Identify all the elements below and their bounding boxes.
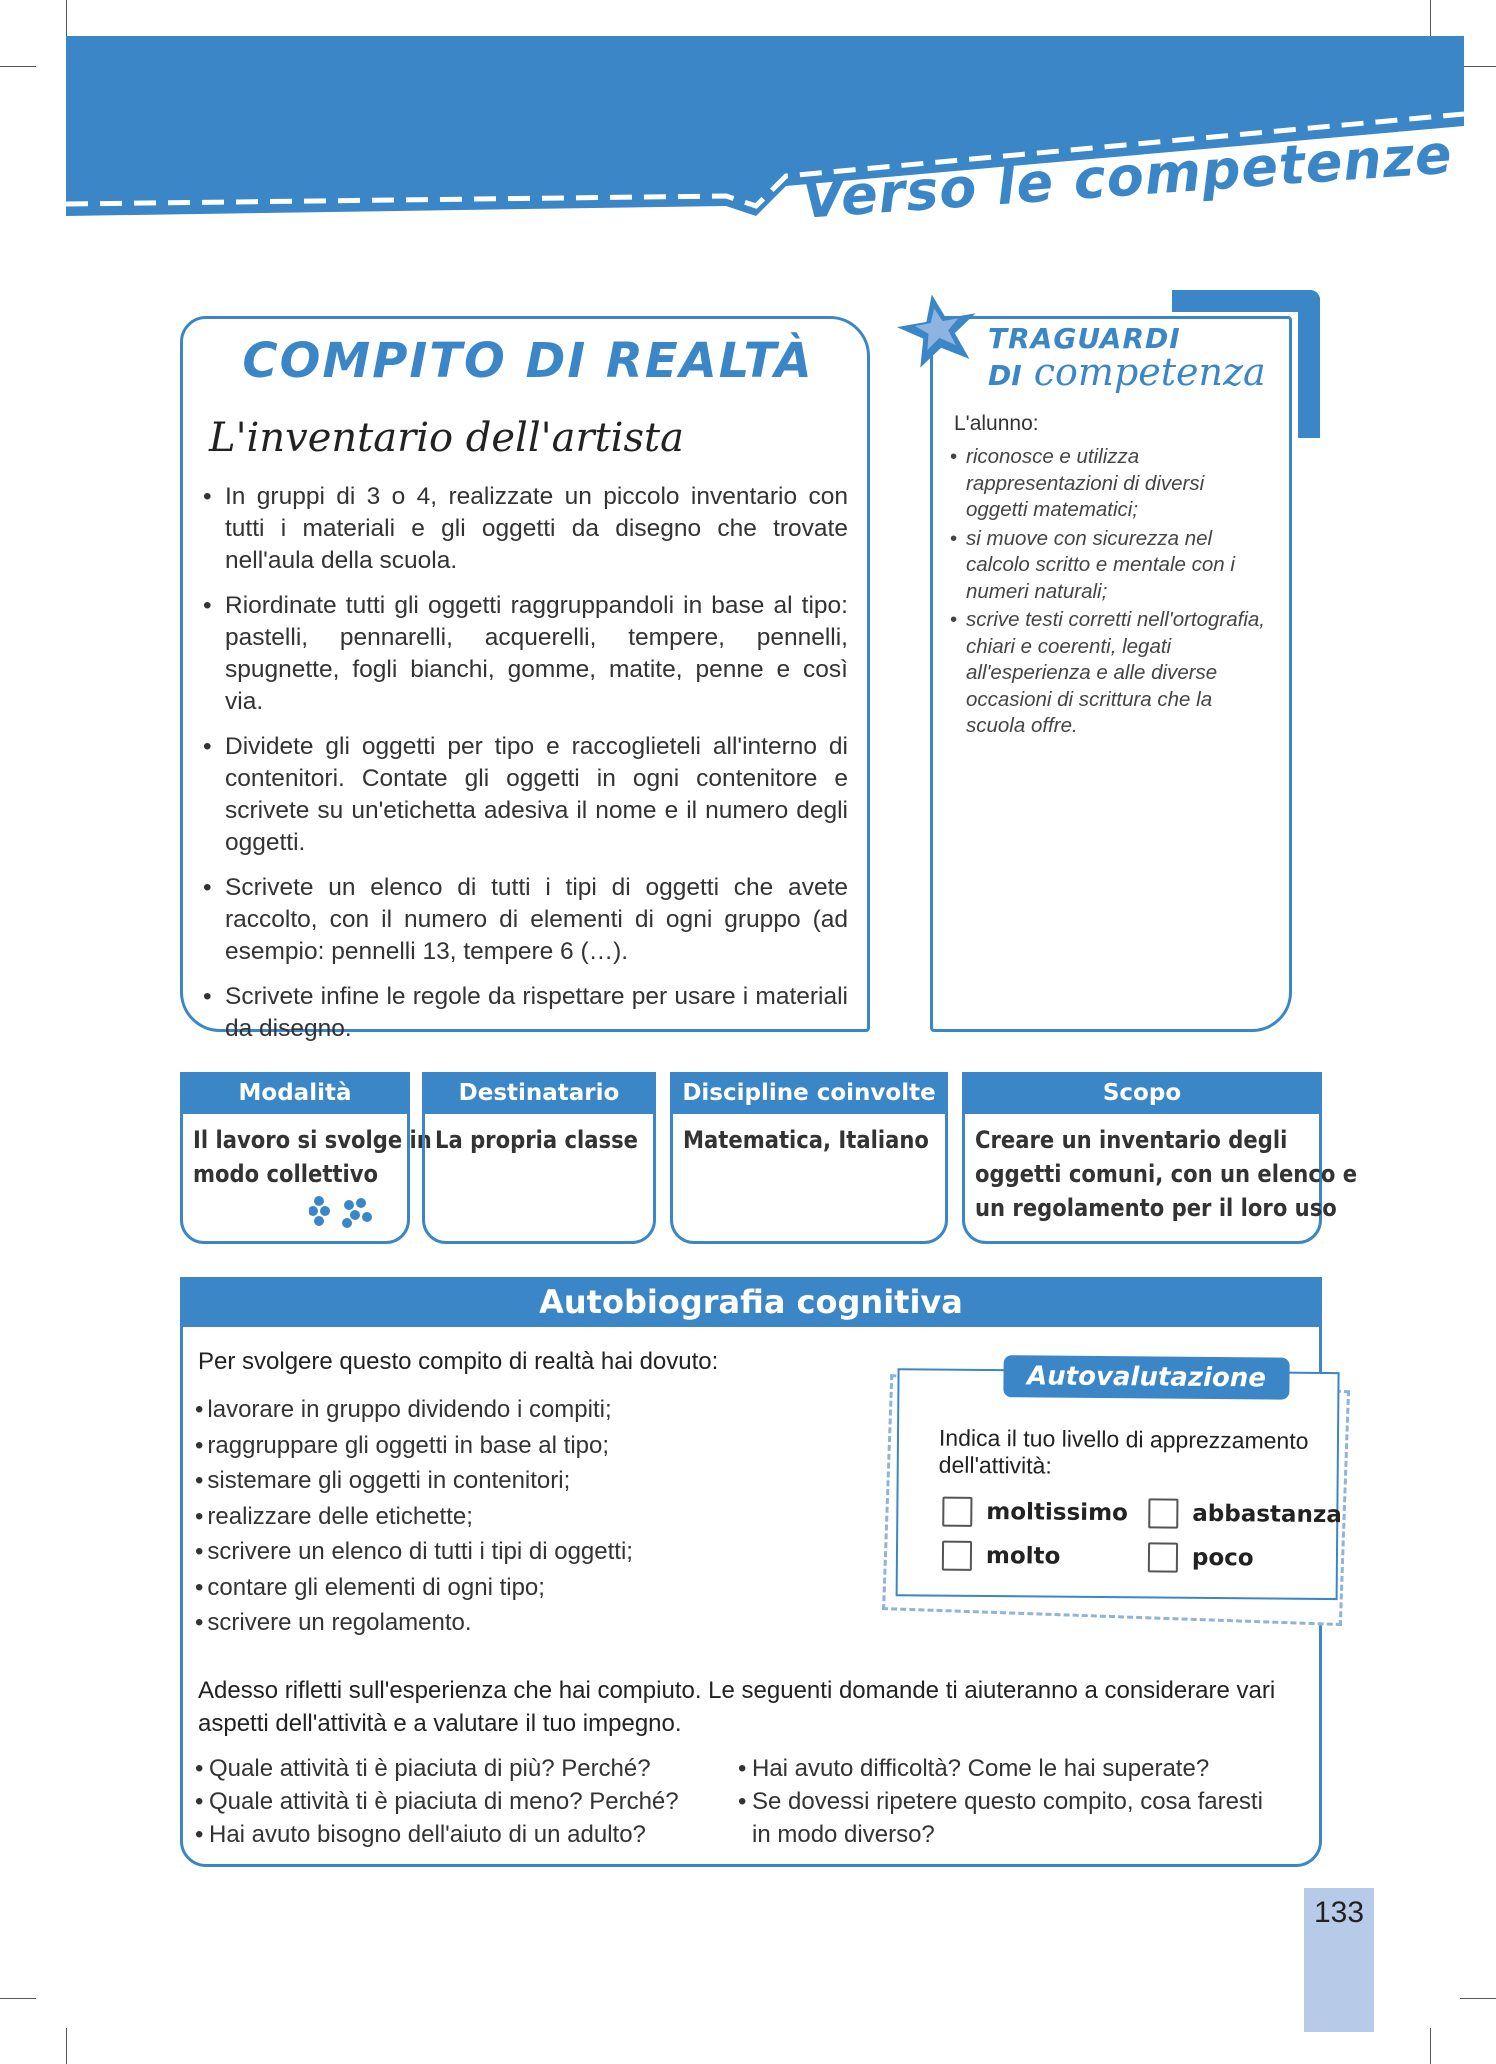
- list-item: • sistemare gli oggetti in contenitori;: [195, 1463, 633, 1499]
- task-subtitle: L'inventario dell'artista: [209, 415, 684, 461]
- list-item: • raggruppare gli oggetti in base al tipo;: [195, 1428, 633, 1464]
- traguardi-intro: L'alunno:: [954, 412, 1039, 435]
- card-discipline: [670, 1072, 948, 1244]
- questions-left: [195, 1752, 735, 1851]
- card-head: Destinatario: [422, 1072, 656, 1114]
- card-destinatario: [422, 1072, 656, 1244]
- crop-mark: [1430, 2028, 1431, 2064]
- option-label: poco: [1191, 1544, 1254, 1572]
- crop-mark: [1460, 1998, 1496, 1999]
- card-scopo: [962, 1072, 1358, 1244]
- task-title: COMPITO DI REALTÀ: [242, 333, 814, 389]
- list-item: • Scrivete un elenco di tutti i tipi di oggetti che avete raccolto, con il numero di elementi di ogni gruppo (ad esempio: pennelli 13, tempere 6 (…).: [203, 872, 848, 968]
- traguardi-subtitle-word: competenza: [1033, 350, 1266, 394]
- crop-mark: [1460, 66, 1496, 67]
- crop-mark: [0, 66, 36, 67]
- checkbox-poco[interactable]: [1148, 1542, 1178, 1572]
- checkbox-moltissimo[interactable]: [942, 1497, 972, 1527]
- task-box: [180, 316, 870, 1042]
- card-text: Matematica, Italiano: [683, 1126, 929, 1154]
- card-text: La propria classe: [435, 1126, 638, 1154]
- list-item: • scrivere un elenco di tutti i tipi di oggetti;: [195, 1534, 633, 1570]
- page-title: Verso le competenze: [800, 122, 1455, 231]
- autovalutazione-question: Indica il tuo livello di apprezzamento dell'attività:: [938, 1424, 1309, 1479]
- crop-mark: [66, 2028, 67, 2064]
- autovalutazione-card: [866, 1362, 1361, 1641]
- reflection-paragraph: Adesso rifletti sull'esperienza che hai compiuto. Le seguenti domande ti aiuteranno a considerare vari aspetti dell'attività e a valutare il tuo impegno.: [198, 1677, 1276, 1737]
- dots-icon: [309, 1193, 383, 1229]
- list-item: • Hai avuto difficoltà? Come le hai superate?: [738, 1752, 1278, 1785]
- checkbox-molto[interactable]: [942, 1541, 972, 1571]
- autobiografia-intro: Per svolgere questo compito di realtà hai dovuto:: [198, 1348, 719, 1375]
- card-head: Scopo: [962, 1072, 1322, 1114]
- list-item: • riconosce e utilizza rappresentazioni di diversi oggetti matematici;: [950, 444, 1270, 524]
- list-item: • In gruppi di 3 o 4, realizzate un piccolo inventario con tutti i materiali e gli oggetti da disegno che trovate nell'aula della scuola.: [203, 481, 848, 577]
- autovalutazione-label: Autovalutazione: [1003, 1355, 1289, 1399]
- list-item: • scrive testi corretti nell'ortografia, chiari e coerenti, legati all'esperienza e alle diverse occasioni di scrittura che la scuola offre.: [950, 607, 1270, 740]
- option-label: molto: [985, 1543, 1061, 1570]
- checkbox-abbastanza[interactable]: [1148, 1498, 1178, 1528]
- questions-right: [738, 1752, 1278, 1851]
- card-text: Il lavoro si svolge in modo collettivo: [193, 1126, 432, 1188]
- autobiografia-title: Autobiografia cognitiva: [180, 1277, 1322, 1327]
- card-text: Creare un inventario degli oggetti comuni, con un elenco e un regolamento per il loro uso: [975, 1126, 1358, 1222]
- traguardi-title: TRAGUARDI: [988, 322, 1181, 355]
- list-item: • Se dovessi ripetere questo compito, cosa faresti in modo diverso?: [738, 1785, 1278, 1851]
- list-item: • si muove con sicurezza nel calcolo scritto e mentale con i numeri naturali;: [950, 526, 1270, 606]
- traguardi-subtitle-prefix: DI: [988, 359, 1022, 392]
- list-item: • Quale attività ti è piaciuta di meno? Perché?: [195, 1785, 735, 1818]
- card-modalita: [180, 1072, 432, 1244]
- option-label: moltissimo: [986, 1499, 1129, 1527]
- list-item: • lavorare in gruppo dividendo i compiti;: [195, 1392, 633, 1428]
- list-item: • Hai avuto bisogno dell'aiuto di un adulto?: [195, 1818, 735, 1851]
- traguardi-subtitle: [988, 350, 1266, 394]
- page-number: 133: [1313, 1896, 1365, 1929]
- card-head: Modalità: [180, 1072, 410, 1114]
- autovalutazione-inner: [896, 1361, 1342, 1600]
- option-label: abbastanza: [1192, 1500, 1342, 1529]
- autobiografia-list: [195, 1392, 633, 1641]
- list-item: • contare gli elementi di ogni tipo;: [195, 1570, 633, 1606]
- crop-mark: [0, 1998, 36, 1999]
- crop-mark: [1430, 0, 1431, 36]
- list-item: • realizzare delle etichette;: [195, 1499, 633, 1535]
- list-item: • scrivere un regolamento.: [195, 1605, 633, 1641]
- list-item: • Riordinate tutti gli oggetti raggruppandoli in base al tipo: pastelli, pennarelli, acquerelli, tempere, pennelli, spugnette, fogli bianchi, gomme, matite, penne e così via.: [203, 590, 848, 718]
- traguardi-list: [950, 444, 1270, 742]
- card-head: Discipline coinvolte: [670, 1072, 948, 1114]
- list-item: • Scrivete infine le regole da rispettare per usare i materiali da disegno.: [203, 981, 848, 1045]
- star-icon: [886, 290, 998, 378]
- crop-mark: [66, 0, 67, 36]
- list-item: • Dividete gli oggetti per tipo e raccoglieteli all'interno di contenitori. Contate gli oggetti in ogni contenitore e scrivete su un'etichetta adesiva il nome e il numero degli oggetti.: [203, 731, 848, 859]
- task-list: [203, 481, 848, 1058]
- list-item: • Quale attività ti è piaciuta di più? Perché?: [195, 1752, 735, 1785]
